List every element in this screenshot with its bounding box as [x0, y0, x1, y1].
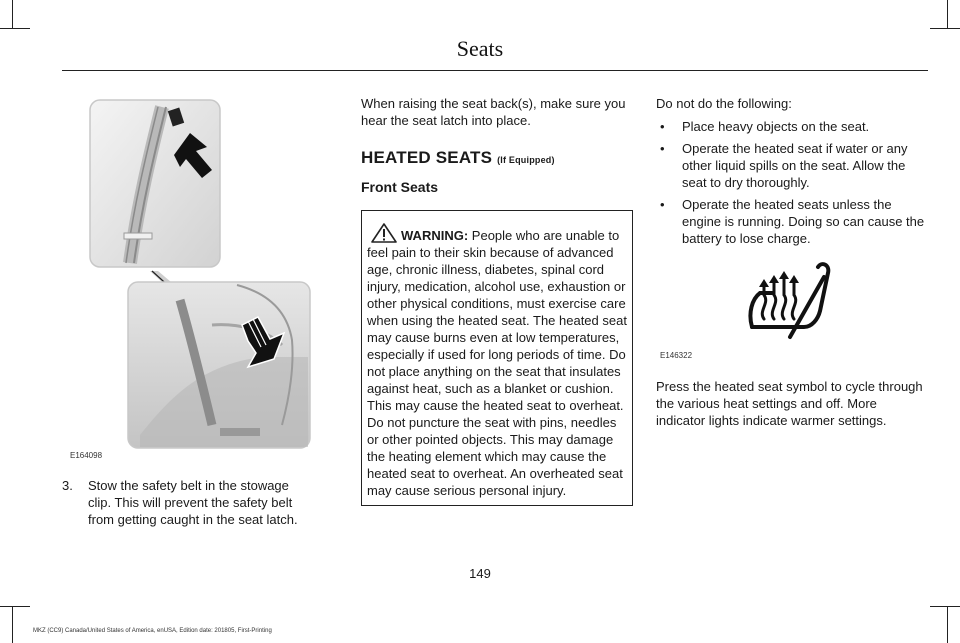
seatbelt-illustration — [62, 95, 314, 455]
crop-mark — [930, 28, 960, 29]
crop-mark — [947, 0, 948, 28]
crop-mark — [0, 28, 30, 29]
page-number: 149 — [469, 566, 491, 581]
heated-seat-icon — [656, 253, 928, 353]
edition-line: MKZ (CC9) Canada/United States of America, enUSA, Edition date: 201805, First-Printing — [33, 628, 272, 634]
column-middle — [361, 95, 633, 506]
section-qualifier: (If Equipped) — [497, 155, 555, 165]
figure-code: E164098 — [70, 451, 103, 460]
list-item — [656, 118, 928, 135]
bullet-text: Place heavy objects on the seat. — [682, 119, 870, 134]
section-title: HEATED SEATS — [361, 148, 493, 167]
crop-mark — [12, 0, 13, 28]
bullet-text: Operate the heated seats unless the engine is running. Doing so can cause the battery to lose charge. — [682, 197, 925, 246]
bullet-glyph: • — [660, 141, 665, 156]
intro-paragraph: When raising the seat back(s), make sure you hear the seat latch into place. — [361, 96, 626, 128]
lead-paragraph: Do not do the following: — [656, 96, 792, 111]
after-figure-paragraph: Press the heated seat symbol to cycle through the various heat settings and off. More indicator lights indicate warmer settings. — [656, 379, 923, 428]
crop-mark — [947, 606, 948, 643]
bullet-text: Operate the heated seat if water or any other liquid spills on the seat. Allow the seat to dry thoroughly. — [682, 141, 908, 190]
warning-box — [361, 210, 633, 506]
bullet-glyph: • — [660, 119, 665, 134]
column-left — [62, 95, 314, 528]
list-item — [656, 196, 928, 247]
section-heading — [361, 149, 633, 169]
column-right — [656, 95, 928, 439]
page-header-title: Seats — [456, 36, 504, 61]
crop-mark — [12, 606, 13, 643]
figure-code: E146322 — [660, 351, 693, 360]
heated-seat-figure — [656, 253, 928, 368]
warning-text: People who are unable to feel pain to their skin because of advanced age, chronic illness, diabetes, spinal cord injury, medication, alcohol use, exhaustion or other physical conditions, must exercise care when using the heated seat. The heated seat may cause burns even at low temperatures, especially if used for long periods of time. Do not place anything on the seat that insulates against heat, such as a blanket or cushion. This may cause the heated seat to overheat. Do not puncture the seat with pins, needles or other pointed objects. This may damage the heating element which may cause the heated seat to overheat. An overheated seat may cause serious personal injury. — [367, 228, 627, 498]
header-rule — [62, 70, 928, 71]
list-item — [656, 140, 928, 191]
crop-mark — [0, 606, 30, 607]
step-text: Stow the safety belt in the stowage clip. This will prevent the safety belt from getting caught in the seat latch. — [88, 478, 298, 527]
warning-triangle-icon — [371, 223, 397, 243]
crop-mark — [930, 606, 960, 607]
bullet-glyph: • — [660, 197, 665, 212]
step-item — [62, 477, 314, 528]
warning-label: WARNING: — [401, 228, 469, 243]
subsection-heading: Front Seats — [361, 179, 439, 195]
step-number: 3. — [62, 478, 73, 493]
seatbelt-stowage-figure — [62, 95, 314, 460]
